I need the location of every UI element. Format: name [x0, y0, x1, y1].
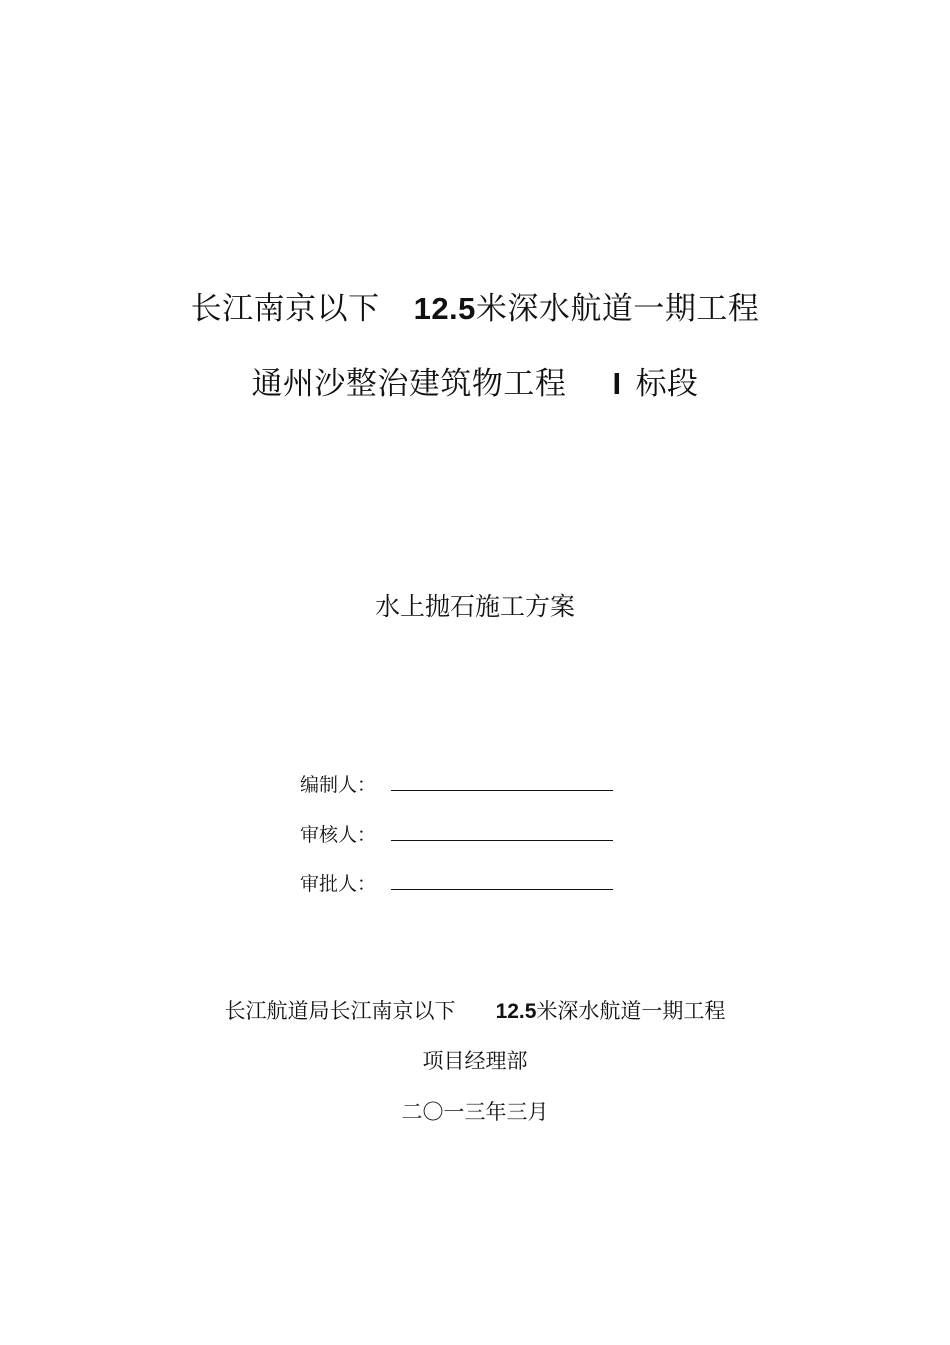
signature-blank-line: [391, 889, 613, 890]
project-title-line-1: [0, 283, 950, 328]
signature-label: 审批人：: [300, 873, 377, 895]
signature-label: 审核人：: [300, 824, 377, 846]
footer-depth: 12.5: [495, 1000, 537, 1023]
footer-organization-text: 米深水航道一期工程: [536, 999, 726, 1023]
signature-label: 编制人：: [300, 774, 377, 796]
footer-department: 项目经理部: [422, 1049, 528, 1073]
project-section-text: 标段: [635, 366, 699, 402]
project-title-depth: 12.5: [413, 291, 476, 326]
signature-row-compiler: [300, 770, 620, 800]
footer-organization-text: 长江航道局长江南京以下: [224, 999, 456, 1023]
project-section-number: I: [612, 366, 622, 401]
signature-row-approver: [300, 869, 620, 899]
signature-row-reviewer: [300, 820, 620, 850]
project-title-text: 米深水航道一期工程: [475, 291, 760, 327]
project-title-line-2: [0, 358, 950, 403]
footer-organization: [0, 995, 950, 1025]
document-subtitle: 水上抛石施工方案: [374, 592, 575, 621]
project-section-text: 通州沙整治建筑物工程: [251, 366, 567, 402]
footer-date: 二〇一三年三月: [401, 1100, 549, 1124]
signature-blank-line: [391, 840, 613, 841]
signature-blank-line: [391, 790, 613, 791]
project-title-text: 长江南京以下: [190, 291, 380, 327]
